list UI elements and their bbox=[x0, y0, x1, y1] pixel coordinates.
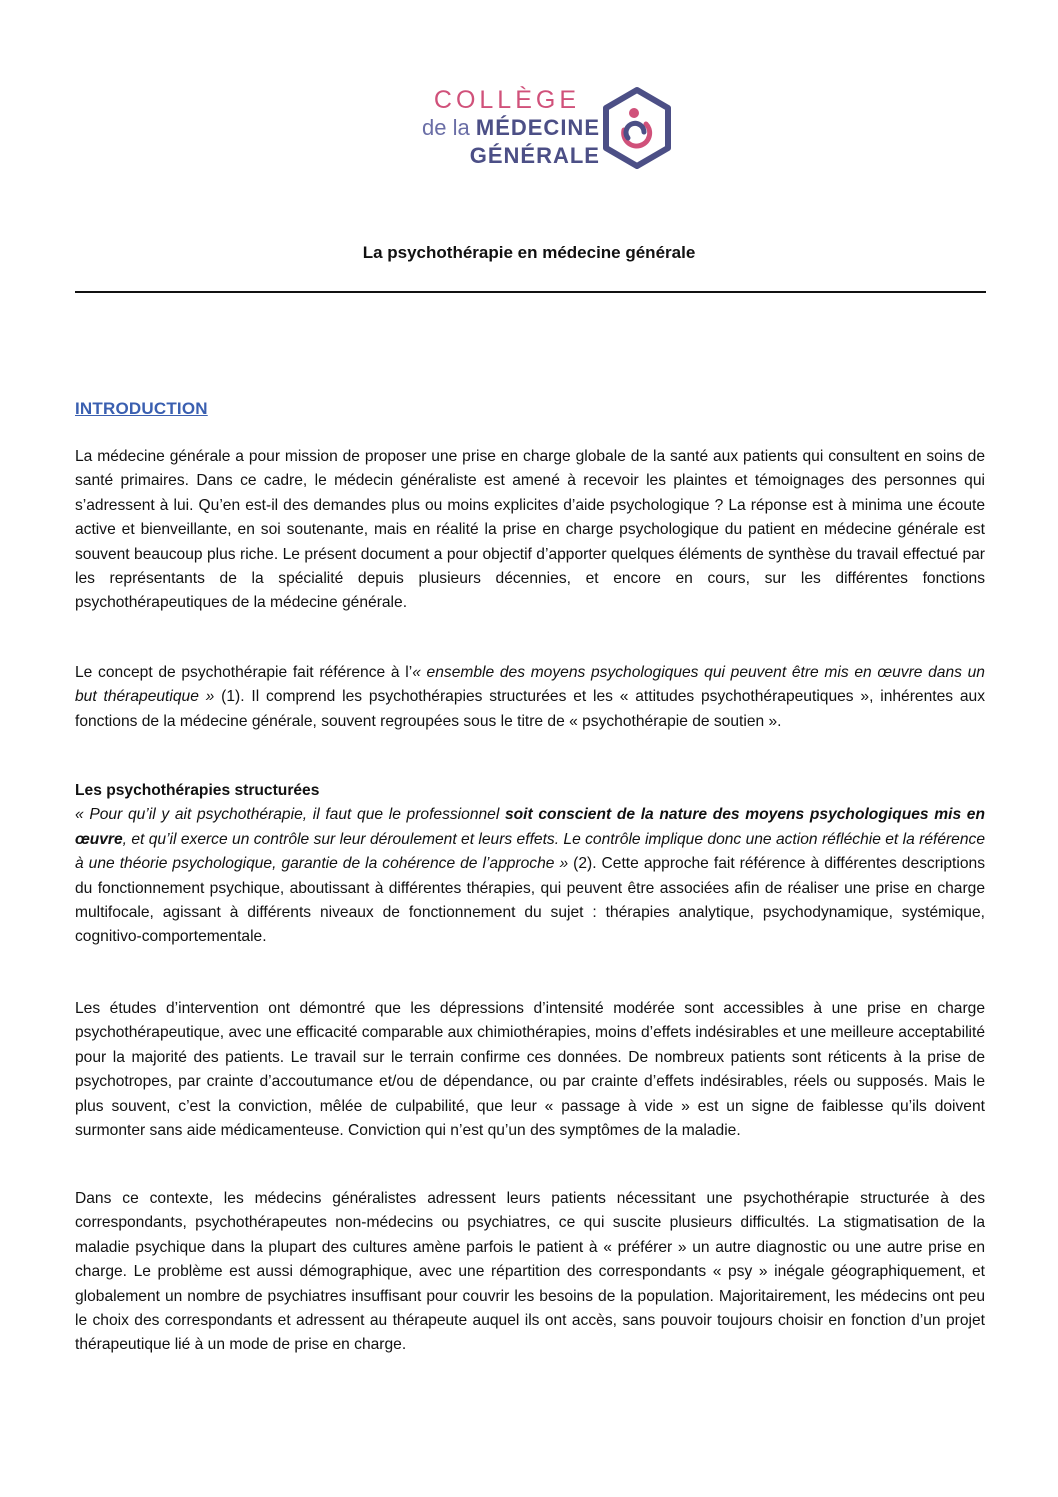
section-heading-introduction: INTRODUCTION bbox=[75, 399, 208, 418]
college-logo bbox=[400, 86, 680, 176]
document-title: La psychothérapie en médecine générale bbox=[362, 243, 696, 262]
structured-quote-b: , et qu’il exerce un contrôle sur leur déroulement et leurs effets. Le contrôle implique donc une action réfléchie et la référence à une théorie psychologique, garantie de la cohérence de l’approche » bbox=[75, 830, 985, 873]
paragraph-mission: La médecine générale a pour mission de proposer une prise en charge globale de la santé aux patients qui consultent en soins de santé primaires. Dans ce cadre, le médecin généraliste est amené à recevoir les plaintes et témoignages des personnes qui s’adressent à lui. Qu’en est-il des demandes plus ou moins explicites d’aide psychologique ? La réponse est à minima une écoute active et bienveillante, en soi soutenante, mais en réalité la prise en charge psychologique du patient en médecine générale est souvent beaucoup plus riche. Le présent document a pour objectif d’apporter quelques éléments de synthèse du travail effectué par les représentants de la spécialité depuis plusieurs décennies, et encore en cours, sur les différentes fonctions psychothérapeutiques de la médecine générale. bbox=[75, 448, 985, 612]
paragraph-concept bbox=[75, 661, 985, 734]
title-divider bbox=[75, 291, 986, 293]
structured-quote-a: « Pour qu’il y ait psychothérapie, il faut que le professionnel bbox=[75, 806, 505, 824]
concept-pre: Le concept de psychothérapie fait référence à l’ bbox=[75, 664, 413, 681]
subheading-structured: Les psychothérapies structurées bbox=[75, 782, 320, 799]
structured-ref: (2). bbox=[568, 855, 597, 873]
concept-quote: « ensemble des moyens psychologiques qui peuvent être mis en œuvre dans un but thérapeutique » bbox=[75, 664, 985, 706]
logo-line-generale: GÉNÉRALE bbox=[469, 143, 600, 168]
structured-rest: Cette approche fait référence à différentes descriptions du fonctionnement psychique, aboutissant à différentes thérapies, qui peuvent être associées afin de réaliser une prise en charge multifocale, agissant à différents niveaux de fonctionnement du sujet : thérapies analytique, psychodynamique, systémique, cognitivo-comportementale. bbox=[75, 855, 985, 946]
logo-line-college: COLLÈGE bbox=[433, 86, 580, 114]
paragraph-context: Dans ce contexte, les médecins généralistes adressent leurs patients nécessitant une psychothérapie structurée à des correspondants, psychothérapeutes non-médecins ou psychiatres, ce qui suscite plusieurs difficultés. La stigmatisation de la maladie psychique dans la plupart des cultures amène parfois le patient à « préférer » un autre diagnostic ou une autre prise en charge. Le problème est aussi démographique, avec une répartition des correspondants « psy » inégale géographiquement, et globalement un nombre de psychiatres insuffisant pour couvrir les besoins de la population. Majoritairement, les médecins ont peu le choix des correspondants et adressent au thérapeute auquel ils ont accès, sans pouvoir toujours choisir en fonction d’un projet thérapeutique lié à un mode de prise en charge. bbox=[75, 1190, 985, 1354]
logo-medecine: MÉDECINE bbox=[475, 115, 600, 140]
logo-de-la: de la bbox=[422, 115, 470, 140]
paragraph-studies: Les études d’intervention ont démontré que les dépressions d’intensité modérée sont accessibles à une prise en charge psychothérapeutique, avec une efficacité comparable aux chimiothérapies, moins d’effets indésirables et une meilleure acceptabilité pour la majorité des patients. Le travail sur le terrain confirme ces données. De nombreux patients sont réticents à la prise de psychotropes, par crainte d’accoutumance et/ou de dépendance, ou par crainte d’effets indésirables, réels ou supposés. Mais le plus souvent, c’est la conviction, mêlée de culpabilité, que leur « passage à vide » est un signe de faiblesse qu’ils doivent surmonter sans aide médicamenteuse. Conviction qui n’est qu’un des symptômes de la maladie. bbox=[75, 1000, 985, 1140]
structured-quote-bold: soit conscient de la nature des moyens psychologiques mis en œuvre bbox=[75, 806, 985, 848]
concept-post: (1). Il comprend les psychothérapies structurées et les « attitudes psychothérapeutiques », inhérentes aux fonctions de la médecine générale, souvent regroupées sous le titre de « psychothérapie de soutien ». bbox=[75, 688, 985, 730]
paragraph-structured bbox=[75, 779, 985, 950]
logo-line-medecine bbox=[400, 114, 600, 142]
logo-hexagon-icon bbox=[600, 86, 674, 170]
logo-wordmark bbox=[400, 86, 600, 170]
